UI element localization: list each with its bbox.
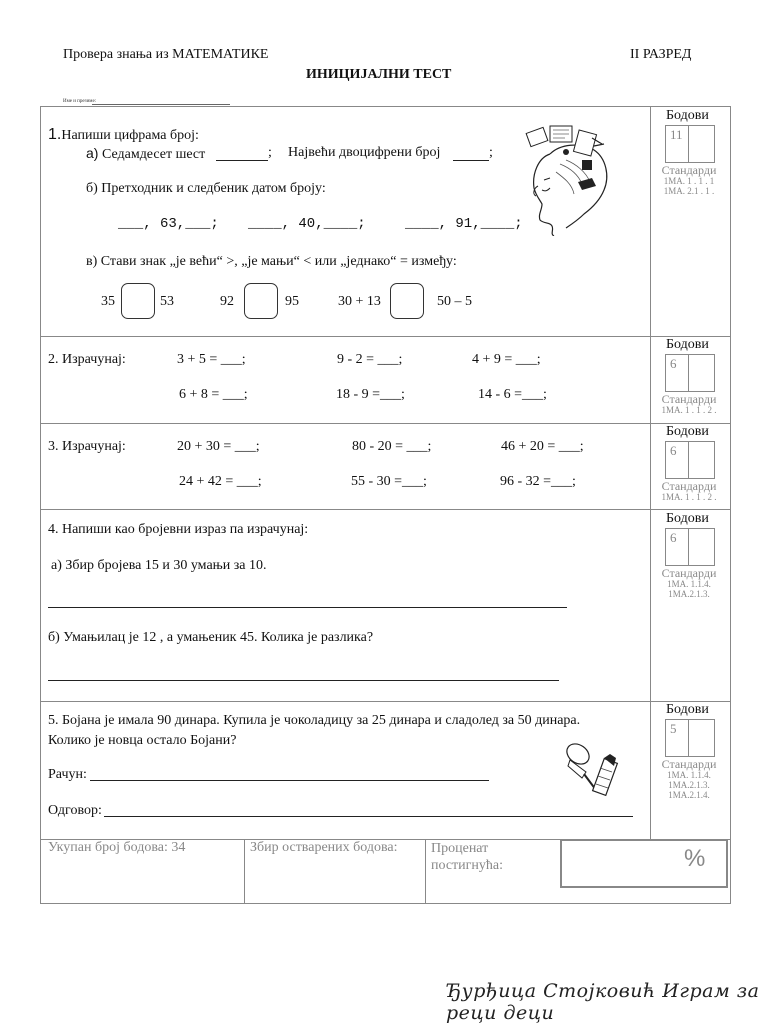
answer-line[interactable] bbox=[48, 680, 559, 681]
points-label: Бодови bbox=[666, 511, 709, 526]
task1-b3[interactable]: ____, 91,____; bbox=[405, 216, 523, 232]
standard-code: 1МА. 1 . 1 . 1 bbox=[663, 176, 715, 186]
points-max: 5 bbox=[670, 721, 677, 736]
points-box[interactable] bbox=[665, 354, 715, 392]
task5-racun-label: Рачун: bbox=[48, 767, 87, 782]
points-max: 6 bbox=[670, 443, 677, 458]
standard-code: 1МА. 2.1 . 1 . bbox=[663, 186, 715, 196]
page-title: ИНИЦИЈАЛНИ ТЕСТ bbox=[306, 67, 452, 82]
standards bbox=[649, 480, 729, 502]
task5-odgovor-label: Одговор: bbox=[48, 803, 102, 818]
task5-line1: 5. Бојана је имала 90 динара. Купила је чоколадицу за 25 динара и сладолед за 50 динара. bbox=[48, 713, 581, 728]
achieved-points-label: Збир остварених бодова: bbox=[250, 840, 398, 855]
task2-item[interactable]: 6 + 8 = ___; bbox=[179, 387, 248, 402]
standard-code: 1МА. 1 . 1 . 2 . bbox=[661, 405, 717, 415]
percent-sign: % bbox=[684, 845, 706, 872]
total-points: Укупан број бодова: 34 bbox=[48, 840, 186, 855]
points-max: 6 bbox=[670, 530, 677, 545]
task1-number: 1. bbox=[48, 126, 62, 143]
divider bbox=[41, 423, 730, 424]
standards-label: Стандарди bbox=[661, 566, 717, 580]
cmp-left: 30 + 13 bbox=[338, 294, 381, 309]
divider bbox=[41, 336, 730, 337]
task2-item[interactable]: 9 - 2 = ___; bbox=[337, 352, 403, 367]
points-box[interactable] bbox=[665, 719, 715, 757]
cmp-right: 53 bbox=[160, 294, 174, 309]
standards bbox=[649, 567, 729, 599]
standard-code: 1МА.2.1.3. bbox=[668, 780, 710, 790]
semicolon: ; bbox=[489, 145, 493, 160]
task1-b1[interactable]: ___, 63,___; bbox=[118, 216, 219, 232]
task2-item[interactable]: 3 + 5 = ___; bbox=[177, 352, 246, 367]
task3-item[interactable]: 55 - 30 =___; bbox=[351, 474, 427, 489]
task1-v: в) Стави знак „је већи“ >, „је мањи“ < или „једнако“ = између: bbox=[86, 254, 457, 269]
compare-box[interactable] bbox=[121, 283, 155, 319]
standards-label: Стандарди bbox=[661, 163, 717, 177]
task1-title: Напиши цифрама број: bbox=[61, 128, 199, 143]
task2-item[interactable]: 18 - 9 =___; bbox=[336, 387, 405, 402]
standard-code: 1МА.2.1.4. bbox=[668, 790, 710, 800]
cmp-left: 35 bbox=[101, 294, 115, 309]
points-box[interactable] bbox=[665, 125, 715, 163]
task5-line2: Колико је новца остало Бојани? bbox=[48, 733, 237, 748]
divider bbox=[41, 509, 730, 510]
standards bbox=[649, 393, 729, 415]
task1-a-letter: а) bbox=[86, 145, 99, 161]
header-subject: Провера знања из МАТЕМАТИКЕ bbox=[63, 47, 269, 62]
standard-code: 1МА.2.1.3. bbox=[668, 589, 710, 599]
points-label: Бодови bbox=[666, 337, 709, 352]
ice-cream-chocolate-illustration bbox=[560, 738, 630, 804]
standard-code: 1МА. 1.1.4. bbox=[667, 579, 711, 589]
standards-label: Стандарди bbox=[661, 479, 717, 493]
task1-heading bbox=[48, 126, 199, 144]
header-grade: II РАЗРЕД bbox=[630, 47, 692, 62]
answer-line[interactable] bbox=[216, 160, 268, 161]
compare-box[interactable] bbox=[390, 283, 424, 319]
task3-item[interactable]: 96 - 32 =___; bbox=[500, 474, 576, 489]
name-label: Име и презиме: bbox=[63, 99, 97, 104]
task4-title: 4. Напиши као бројевни израз па израчунај: bbox=[48, 522, 309, 537]
standards bbox=[649, 758, 729, 800]
points-box[interactable] bbox=[665, 441, 715, 479]
author-signature: Ђурђица Стојковић Играм за реци деци bbox=[446, 980, 760, 1024]
task3-label: 3. Израчунај: bbox=[48, 439, 126, 454]
points-label: Бодови bbox=[666, 108, 709, 123]
points-label: Бодови bbox=[666, 424, 709, 439]
cmp-left: 92 bbox=[220, 294, 234, 309]
points-box[interactable] bbox=[665, 528, 715, 566]
answer-line[interactable] bbox=[453, 160, 489, 161]
task1-a-text2: Највећи двоцифрени број bbox=[288, 145, 441, 160]
score-column-divider bbox=[650, 107, 651, 839]
task3-item[interactable]: 20 + 30 = ___; bbox=[177, 439, 260, 454]
task3-item[interactable]: 46 + 20 = ___; bbox=[501, 439, 584, 454]
standards-label: Стандарди bbox=[661, 392, 717, 406]
racun-line[interactable] bbox=[90, 780, 489, 781]
standard-code: 1МА. 1.1.4. bbox=[667, 770, 711, 780]
divider bbox=[41, 701, 730, 702]
task2-item[interactable]: 4 + 9 = ___; bbox=[472, 352, 541, 367]
compare-box[interactable] bbox=[244, 283, 278, 319]
standard-code: 1МА. 1 . 1 . 2 . bbox=[661, 492, 717, 502]
points-max: 11 bbox=[670, 127, 683, 142]
cmp-right: 95 bbox=[285, 294, 299, 309]
odgovor-line[interactable] bbox=[104, 816, 633, 817]
thinking-girl-illustration bbox=[520, 124, 612, 236]
task3-item[interactable]: 80 - 20 = ___; bbox=[352, 439, 432, 454]
task4-a: а) Збир бројева 15 и 30 умањи за 10. bbox=[51, 558, 267, 573]
task2-label: 2. Израчунај: bbox=[48, 352, 126, 367]
name-line[interactable] bbox=[92, 104, 230, 105]
standards bbox=[649, 164, 729, 196]
standards-label: Стандарди bbox=[661, 757, 717, 771]
semicolon: ; bbox=[268, 145, 272, 160]
points-label: Бодови bbox=[666, 702, 709, 717]
points-max: 6 bbox=[670, 356, 677, 371]
percent-box[interactable] bbox=[560, 839, 728, 888]
footer-divider bbox=[425, 839, 426, 903]
task3-item[interactable]: 24 + 42 = ___; bbox=[179, 474, 262, 489]
task2-item[interactable]: 14 - 6 =___; bbox=[478, 387, 547, 402]
task1-a-text1: Седамдесет шест bbox=[101, 147, 206, 162]
cmp-right: 50 – 5 bbox=[437, 294, 472, 309]
percent-label: Проценат постигнућа: bbox=[431, 841, 504, 873]
answer-line[interactable] bbox=[48, 607, 567, 608]
footer-divider bbox=[244, 839, 245, 903]
task4-b: б) Умањилац је 12 , а умањеник 45. Колика је разлика? bbox=[48, 630, 374, 645]
task1-b2[interactable]: ____, 40,____; bbox=[248, 216, 366, 232]
task1-b: б) Претходник и следбеник датом броју: bbox=[86, 181, 326, 196]
task1-a bbox=[86, 145, 205, 163]
